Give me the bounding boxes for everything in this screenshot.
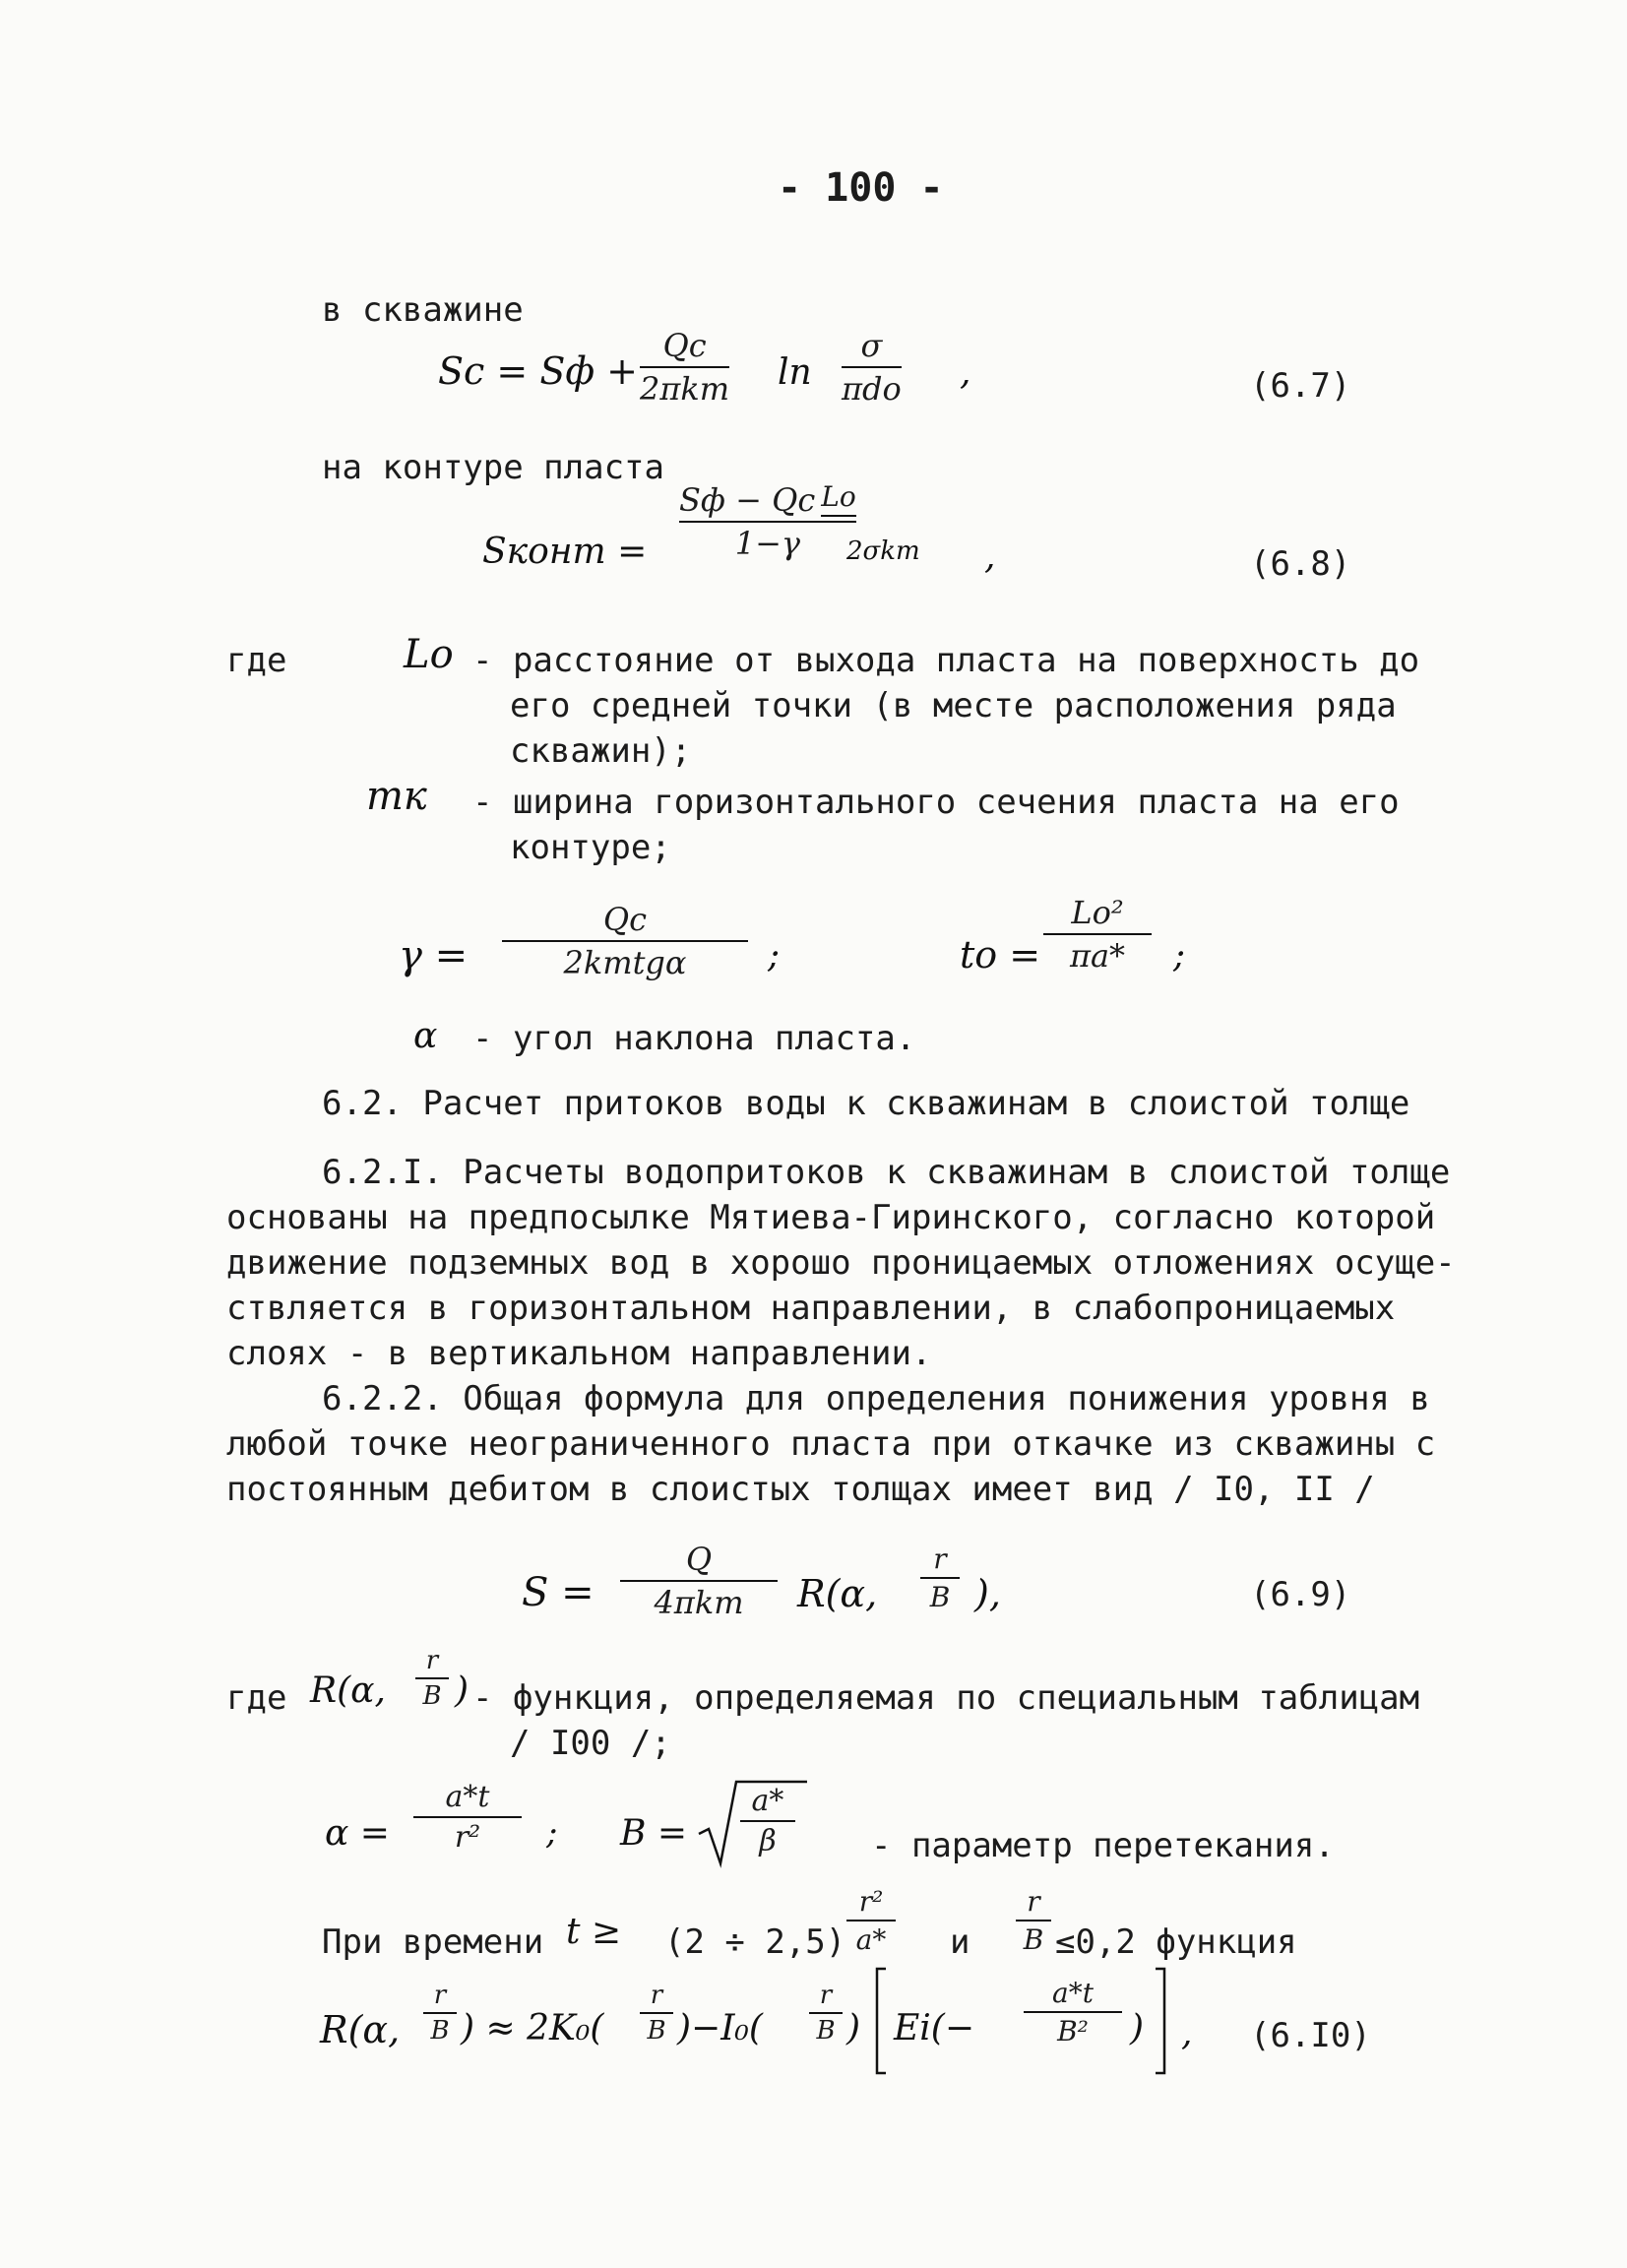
formula-6-8-comma: , [984, 536, 996, 577]
formula-gamma-frac: Qc 2kmtgα [502, 901, 748, 981]
formula-6-9-close: ), [974, 1572, 1001, 1615]
formula-alpha-semicolon: ; [546, 1813, 558, 1853]
formula-B-lhs: B = [620, 1813, 688, 1854]
range-value: (2 ÷ 2,5) [664, 1922, 846, 1962]
def-L0-line3: скважин); [510, 731, 692, 771]
para-6-2-1-line2: основаны на предпосылке Мятиева-Гиринского, согласно которой [226, 1198, 1436, 1237]
para-6-2-1-line4: ствляется в горизонтальном направлении, в слабопроницаемых [226, 1289, 1396, 1328]
formula-t0-frac: Lo² πa* [1043, 894, 1152, 975]
def-R-line2: / I00 /; [510, 1724, 671, 1763]
para-6-2-2-line2: любой точке неограниченного пласта при откачке из скважины с [226, 1424, 1436, 1464]
para-6-2-2-line1: 6.2.2. Общая формула для определения понижения уровня в [322, 1379, 1430, 1418]
symbol-mk: mк [366, 774, 427, 819]
formula-6-10-comma: , [1181, 2013, 1193, 2053]
formula-6-10-close2: ) [1130, 2008, 1145, 2048]
formula-6-7-ln: ln [778, 352, 812, 393]
formula-6-9-rB: r B [920, 1543, 960, 1613]
formula-gamma-semicolon: ; [768, 935, 781, 976]
symbol-L0: Lo [404, 632, 454, 677]
symbol-alpha: α [413, 1016, 438, 1056]
def-L0-line2: его средней точки (в месте расположения ряда [510, 686, 1397, 725]
para-6-2-1-line5: слоях - в вертикальном направлении. [226, 1334, 932, 1373]
at-time-label: При времени [322, 1922, 544, 1962]
frac-r2-a: r² a* [846, 1885, 896, 1956]
symbol-R-frac: r B [415, 1646, 449, 1711]
def-L0-line1: - расстояние от выхода пласта на поверхность до [472, 641, 1420, 680]
label-on-contour: на контуре пласта [322, 448, 664, 487]
formula-alpha-frac: a*t r² [413, 1780, 522, 1855]
para-6-2-2-line3: постоянным дебитом в слоистых толщах имеет вид / I0, II / [226, 1470, 1375, 1509]
formula-6-10-frac1: r B [423, 1981, 457, 2046]
frac-r-B: r B [1016, 1885, 1051, 1956]
para-6-2-1-line1: 6.2.I. Расчеты водопритоков к скважинам в слоистой толще [322, 1153, 1451, 1192]
formula-t0-semicolon: ; [1173, 935, 1186, 976]
def-mk-line2: контуре; [510, 828, 671, 867]
formula-6-9-R: R(α, [797, 1572, 878, 1615]
eq-number-6-8: (6.8) [1250, 544, 1351, 584]
eq-number-6-7: (6.7) [1250, 366, 1351, 406]
formula-6-7-lhs: Sc = Sф + [438, 349, 639, 393]
label-in-well: в скважине [322, 290, 524, 330]
formula-6-8-inner-den: 2σkm [846, 536, 920, 566]
eq-number-6-10: (6.I0) [1250, 2016, 1371, 2055]
section-title-6-2: 6.2. Расчет притоков воды к скважинам в слоистой толще [322, 1084, 1410, 1123]
formula-6-9-frac: Q 4πkm [620, 1541, 778, 1621]
formula-gamma-lhs: γ = [399, 933, 469, 978]
formula-t0-lhs: to = [960, 933, 1041, 976]
bracket-right [1154, 1967, 1167, 2075]
formula-6-10-frac3: r B [809, 1981, 843, 2046]
def-alpha: - угол наклона пласта. [472, 1019, 916, 1058]
t-geq: t ≥ [566, 1912, 622, 1952]
def-R-line1: - функция, определяемая по специальным таблицам [472, 1678, 1420, 1718]
eq-number-6-9: (6.9) [1250, 1575, 1351, 1614]
formula-6-7-comma: , [960, 352, 971, 393]
page-number: - 100 - [778, 165, 944, 211]
label-where-1: где [226, 641, 287, 680]
param-leakage: - параметр перетекания. [871, 1826, 1335, 1865]
label-where-2: где [226, 1678, 287, 1718]
formula-6-10-frac2: r B [640, 1981, 673, 2046]
formula-6-10-Ei: Ei(− [894, 2008, 975, 2048]
formula-6-8-lhs: Sконт = [482, 532, 648, 572]
formula-6-7-frac2: σ πdo [842, 327, 902, 408]
formula-6-8-frac: Sф − Qc Lo 1−γ [679, 480, 856, 562]
formula-6-10-frac4: a*t B² [1024, 1977, 1122, 2048]
formula-6-10-I0: )−I₀( [677, 2008, 763, 2048]
formula-6-10-K0: ) ≈ 2K₀( [461, 2008, 604, 2048]
leq-value: ≤0,2 функция [1055, 1922, 1297, 1962]
def-mk-line1: - ширина горизонтального сечения пласта на его [472, 783, 1400, 822]
para-6-2-1-line3: движение подземных вод в хорошо проницаемых отложениях осуще- [226, 1243, 1456, 1283]
formula-6-10-close1: ) [846, 2008, 861, 2048]
and-word: и [950, 1922, 970, 1962]
bracket-left [874, 1967, 888, 2075]
formula-6-9-lhs: S = [522, 1570, 594, 1615]
symbol-R-close: ) [455, 1670, 469, 1711]
formula-alpha-lhs: α = [325, 1813, 390, 1854]
symbol-R: R(α, [310, 1670, 386, 1711]
formula-B-frac: a* β [740, 1784, 795, 1858]
formula-6-7-frac1: Qc 2πkm [640, 327, 730, 408]
formula-6-10-lhs: R(α, [320, 2008, 401, 2051]
